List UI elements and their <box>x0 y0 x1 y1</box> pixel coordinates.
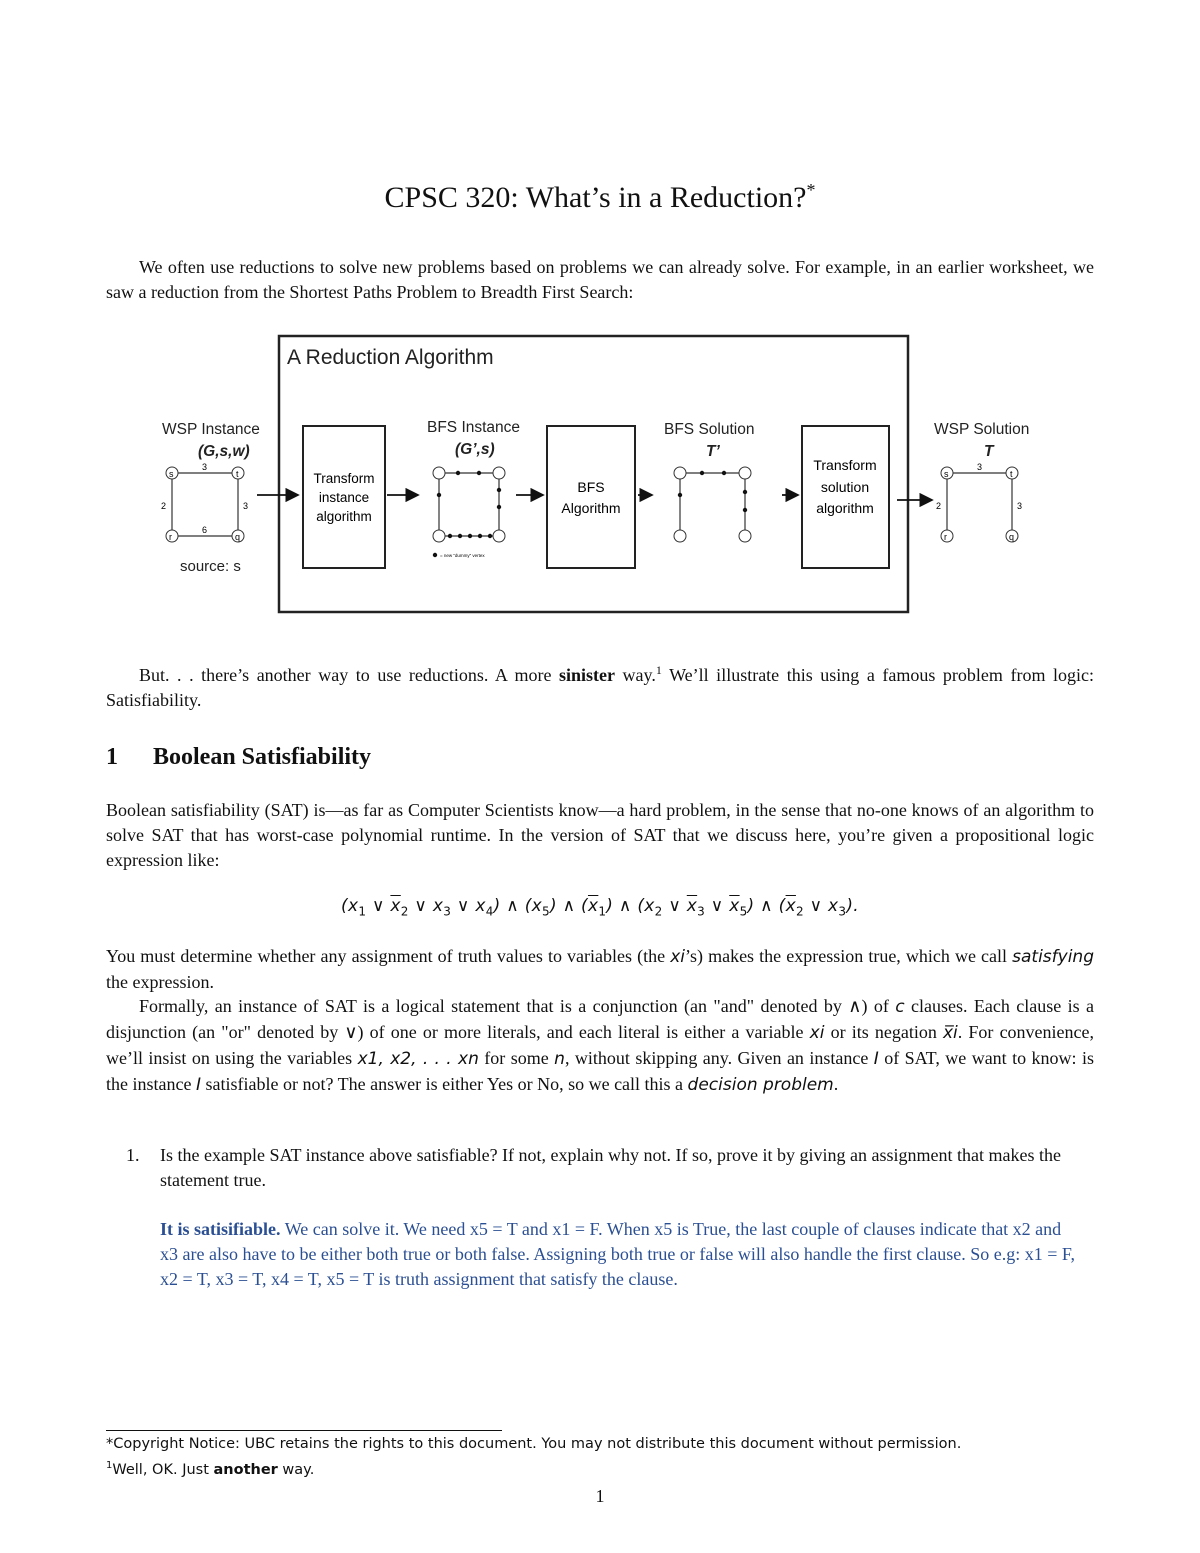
formal-text-9: . <box>833 1074 839 1094</box>
assign-text-a: You must determine whether any assignment of truth values to variables (the <box>106 946 671 966</box>
footnote-1-mark: 1 <box>106 1460 113 1471</box>
formal-em: decision problem <box>687 1075 834 1095</box>
title-footnote-mark: * <box>806 180 816 200</box>
formal-vars: x1, x2, . . . xn <box>357 1049 479 1069</box>
sol-weight-right: 3 <box>1017 501 1023 511</box>
formal-var-n: n <box>554 1049 565 1069</box>
reduction-diagram <box>150 330 1060 620</box>
page-number: 1 <box>595 1486 605 1506</box>
wsp-solution-sub: T <box>984 443 994 460</box>
sol-weight-left: 2 <box>936 501 942 511</box>
transform-solution-box <box>802 426 889 568</box>
wsp-solution-graph <box>936 462 1022 542</box>
section-heading <box>106 744 371 771</box>
formal-text-5: for some <box>478 1048 555 1068</box>
sinister-text-c: We’ll illustrate this using a famous problem from logic: Satisfiability. <box>106 665 1094 710</box>
section-number: 1 <box>106 744 118 770</box>
transform-instance-line1: Transform <box>313 471 375 486</box>
bfs-box-line1: BFS <box>577 479 605 495</box>
footnote-copyright: *Copyright Notice: UBC retains the rights to this document. You may not distribute this document without permission. <box>106 1436 962 1452</box>
wsp-graph <box>161 462 248 542</box>
sinister-text-a: But. . . there’s another way to use reductions. A more <box>139 665 559 685</box>
answer-1 <box>160 1217 1080 1292</box>
formal-text-3: or its negation <box>824 1022 943 1042</box>
weight-top: 3 <box>202 462 208 472</box>
dummy-legend: = new “dummy” vertex <box>440 553 485 558</box>
wsp-instance-label: WSP Instance <box>162 421 260 438</box>
weight-right: 3 <box>243 501 249 511</box>
transform-solution-line3: algorithm <box>816 500 874 516</box>
bfs-box-line2: Algorithm <box>561 500 621 516</box>
sol-weight-top: 3 <box>977 462 983 472</box>
wsp-solution-label: WSP Solution <box>934 421 1030 438</box>
node-r-label: r <box>169 532 172 542</box>
wsp-instance-sub: (G,s,w) <box>198 443 250 460</box>
diagram-heading: A Reduction Algorithm <box>287 346 494 369</box>
question-1 <box>106 1143 1094 1193</box>
formal-var-i2: I <box>195 1075 201 1095</box>
transform-solution-line2: solution <box>820 479 870 495</box>
footnote-1 <box>106 1455 1106 1481</box>
assign-text-b: ’s) makes the expression true, which we call <box>684 946 1013 966</box>
footnote-1-text-a: Well, OK. Just <box>112 1461 214 1478</box>
answer-1-bold: It is satisifiable. <box>160 1219 281 1239</box>
formal-text-1: Formally, an instance of SAT is a logical statement that is a conjunction (an "and" denoted by ∧) of <box>139 996 896 1016</box>
bfs-instance-sub: (G’,s) <box>455 441 495 458</box>
footnote-1-bold: another <box>213 1461 278 1478</box>
formal-text-8: satisfiable or not? The answer is either Yes or No, so we call this a <box>200 1074 688 1094</box>
formal-var-i: I <box>873 1049 879 1069</box>
sol-node-q: q <box>1009 532 1015 542</box>
bfs-instance-label: BFS Instance <box>427 419 521 436</box>
assign-var: xi <box>670 947 685 967</box>
sol-node-t: t <box>1010 469 1013 479</box>
transform-solution-line1: Transform <box>813 457 877 473</box>
weight-left: 2 <box>161 501 167 511</box>
formal-paragraph <box>106 994 1094 1098</box>
formal-text-2: clauses. Each clause is a disjunction (an "or" denoted by ∨) of one or more literals, and each literal is either a variable <box>106 996 1095 1042</box>
bfs-solution-sub: T’ <box>706 443 720 460</box>
footnote-ref-1[interactable]: 1 <box>655 663 662 677</box>
sinister-paragraph <box>106 658 1094 713</box>
bfs-graph <box>433 467 505 558</box>
assign-em: satisfying <box>1012 947 1094 967</box>
formal-var-xi: xi <box>809 1023 825 1043</box>
node-s-label: s <box>169 469 174 479</box>
question-1-text: Is the example SAT instance above satisfiable? If not, explain why not. If so, prove it by giving an assignment that makes the statement true. <box>160 1145 1061 1190</box>
node-t-label: t <box>236 469 239 479</box>
assignment-paragraph <box>106 944 1094 995</box>
sat-intro-paragraph: Boolean satisfiability (SAT) is—as far as Computer Scientists know—a hard problem, in the sense that no-one knows of an algorithm to solve SAT that has worst-case polynomial runtime. In the version of SAT that we discuss here, you’re given a propositional logic expression like: <box>106 800 1094 870</box>
formal-var-xibar: x̅i <box>942 1023 958 1043</box>
sol-node-r: r <box>944 532 947 542</box>
question-1-number: 1. <box>126 1145 140 1165</box>
sinister-bold: sinister <box>559 665 615 685</box>
transform-instance-line3: algorithm <box>316 509 372 524</box>
assign-text-c: the expression. <box>106 972 214 992</box>
sol-node-s: s <box>944 469 949 479</box>
formal-text-6: , without skipping any. Given an instance <box>564 1048 874 1068</box>
answer-1-text: We can solve it. We need x5 = T and x1 = F. When x5 is True, the last couple of clauses indicate that x2 and x3 are also have to be either both true or both false. Assigning both true or false will also handle the first clause. So e.g: x1 = F, x2 = T, x3 = T, x4 = T, x5 = T is truth assignment that satisfy the clause. <box>160 1219 1076 1289</box>
transform-instance-line2: instance <box>318 490 370 505</box>
formal-text-4: . For convenience, we’ll insist on using the variables <box>106 1022 1095 1068</box>
weight-bottom: 6 <box>202 525 208 535</box>
formal-text-7: of SAT, we want to know: is the instance <box>106 1048 1094 1094</box>
title-text: CPSC 320: What’s in a Reduction? <box>384 181 807 214</box>
formal-var-c: c <box>895 997 905 1017</box>
section-title: Boolean Satisfiability <box>153 744 372 770</box>
node-q-label: q <box>235 532 241 542</box>
source-label: source: s <box>180 558 241 575</box>
bfs-solution-graph <box>674 467 751 542</box>
footnote-rule <box>106 1430 502 1431</box>
bfs-algorithm-box <box>547 426 635 568</box>
footnote-1-text-b: way. <box>277 1461 315 1478</box>
sinister-text-b: way. <box>615 665 656 685</box>
intro-paragraph: We often use reductions to solve new problems based on problems we can already solve. For example, in an earlier worksheet, we saw a reduction from the Shortest Paths Problem to Breadth First Search: <box>106 257 1094 302</box>
page-title <box>0 180 1200 215</box>
bfs-solution-label: BFS Solution <box>664 421 755 438</box>
sat-formula: ($x_1$ ∨ $\overline{x}_2$ ∨ $x_3$ ∨ $x_4$) ∧ $(x_5)$ ∧ $(\overline{x}_1)$ ∧ ($x_2$ ∨ $\overline{x}_3$ ∨ $\overline{x}_5$) ∧ ($\overline{x}_2$ ∨ $x_3$). <box>341 896 859 919</box>
